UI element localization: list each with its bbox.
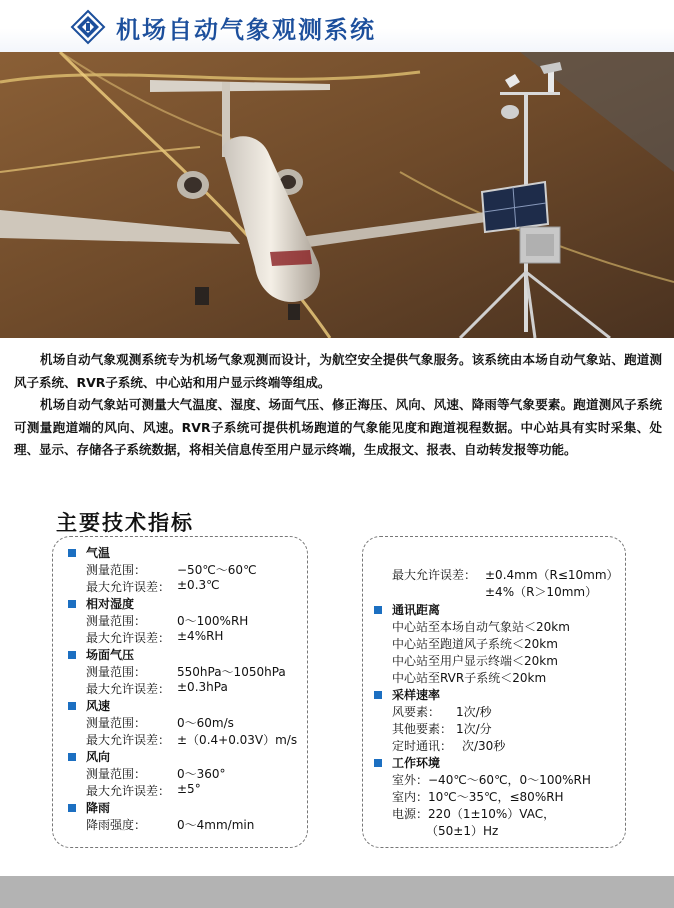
bullet-square-icon	[68, 549, 76, 557]
spec-pressure-range-value: 550hPa～1050hPa	[177, 665, 286, 679]
page-title: 机场自动气象观测系统	[116, 15, 376, 44]
spec-wind-dir-err-label: 最大允许误差：	[86, 784, 171, 798]
bullet-square-icon	[68, 753, 76, 761]
spec-comm-title: 通讯距离	[392, 603, 441, 617]
spec-pressure-err-value: ±0.3hPa	[177, 680, 228, 694]
spec-wind-speed-err-value: ±（0.4+0.03V）m/s	[177, 733, 298, 747]
spec-temp-title: 气温	[86, 546, 111, 560]
intro-text	[14, 349, 662, 462]
spec-humidity-err-value: ±4%RH	[177, 629, 224, 643]
footer-bar	[0, 876, 674, 908]
spec-wind-dir-range-value: 0～360°	[177, 767, 226, 781]
spec-pressure-err-label: 最大允许误差：	[86, 682, 171, 696]
header-bar	[0, 0, 674, 52]
bullet-square-icon	[68, 651, 76, 659]
bullet-square-icon	[374, 691, 382, 699]
hero-photo-airplane-weather-station	[0, 52, 674, 338]
spec-humidity-range-value: 0～100%RH	[177, 614, 249, 628]
intro-paragraph-2: 机场自动气象站可测量大气温度、湿度、场面气压、修正海压、风向、风速、降雨等气象要素。跑道测风子系统可测量跑道端的风向、风速。RVR子系统可提供机场跑道的气象能见度和跑道视程数据。中心站具有实时采集、处理、显示、存储各子系统数据，将相关信息传至用户显示终端，生成报文、报表、自动转发报等功能。	[14, 397, 662, 457]
spec-sampling-wind-label: 风要素：	[392, 705, 441, 719]
spec-sampling-other-label: 其他要素：	[392, 722, 453, 736]
spec-humidity-title: 相对湿度	[86, 597, 135, 611]
spec-env-line-1: 室外：−40℃～60℃，0～100%RH	[392, 773, 591, 787]
spec-comm-line-4: 中心站至RVR子系统＜20km	[392, 671, 547, 685]
spec-comm-line-3: 中心站至用户显示终端＜20km	[392, 654, 558, 668]
spec-sampling-timed-value: 次/30秒	[462, 739, 506, 753]
spec-env-title: 工作环境	[392, 756, 441, 770]
spec-rain-range-label: 降雨强度：	[86, 818, 147, 832]
spec-pressure-title: 场面气压	[86, 648, 135, 662]
spec-rain-err-value-2: ±4%（R＞10mm）	[485, 585, 598, 599]
spec-env-line-2: 室内：10℃～35℃，≤80%RH	[392, 790, 564, 804]
spec-temp-err-value: ±0.3℃	[177, 578, 220, 592]
spec-env-line-3: 电源：220（1±10%）VAC，	[392, 807, 556, 821]
spec-pressure-range-label: 测量范围：	[86, 665, 147, 679]
spec-temp-range-label: 测量范围：	[86, 563, 147, 577]
bullet-square-icon	[374, 759, 382, 767]
spec-comm-line-1: 中心站至本场自动气象站＜20km	[392, 620, 570, 634]
spec-humidity-err-label: 最大允许误差：	[86, 631, 171, 645]
bullet-square-icon	[68, 702, 76, 710]
company-logo-icon	[70, 9, 106, 45]
spec-wind-dir-err-value: ±5°	[177, 782, 201, 796]
spec-comm-line-2: 中心站至跑道风子系统＜20km	[392, 637, 558, 651]
spec-humidity-range-label: 测量范围：	[86, 614, 147, 628]
spec-rain-range-value: 0～4mm/min	[177, 818, 255, 832]
spec-wind-dir-title: 风向	[86, 750, 111, 764]
spec-sampling-timed-label: 定时通讯：	[392, 739, 453, 753]
spec-rain-title: 降雨	[86, 801, 111, 815]
bullet-square-icon	[68, 804, 76, 812]
spec-wind-dir-range-label: 测量范围：	[86, 767, 147, 781]
spec-wind-speed-title: 风速	[86, 699, 111, 713]
spec-sampling-wind-value: 1次/秒	[456, 705, 492, 719]
spec-wind-speed-range-value: 0～60m/s	[177, 716, 234, 730]
spec-rain-err-label: 最大允许误差：	[392, 568, 477, 582]
spec-env-line-4: （50±1）Hz	[426, 824, 499, 838]
intro-paragraph-1: 机场自动气象观测系统专为机场气象观测而设计，为航空安全提供气象服务。该系统由本场自动气象站、跑道测风子系统、RVR子系统、中心站和用户显示终端等组成。	[14, 352, 662, 390]
spec-temp-range-value: −50℃～60℃	[177, 563, 257, 577]
spec-wind-speed-err-label: 最大允许误差：	[86, 733, 171, 747]
spec-temp-err-label: 最大允许误差：	[86, 580, 171, 594]
spec-rain-err-value-1: ±0.4mm（R≤10mm）	[485, 568, 619, 582]
spec-sampling-title: 采样速率	[392, 688, 441, 702]
bullet-square-icon	[374, 606, 382, 614]
section-title: 主要技术指标	[56, 511, 194, 535]
bullet-square-icon	[68, 600, 76, 608]
spec-sampling-other-value: 1次/分	[456, 722, 492, 736]
spec-wind-speed-range-label: 测量范围：	[86, 716, 147, 730]
